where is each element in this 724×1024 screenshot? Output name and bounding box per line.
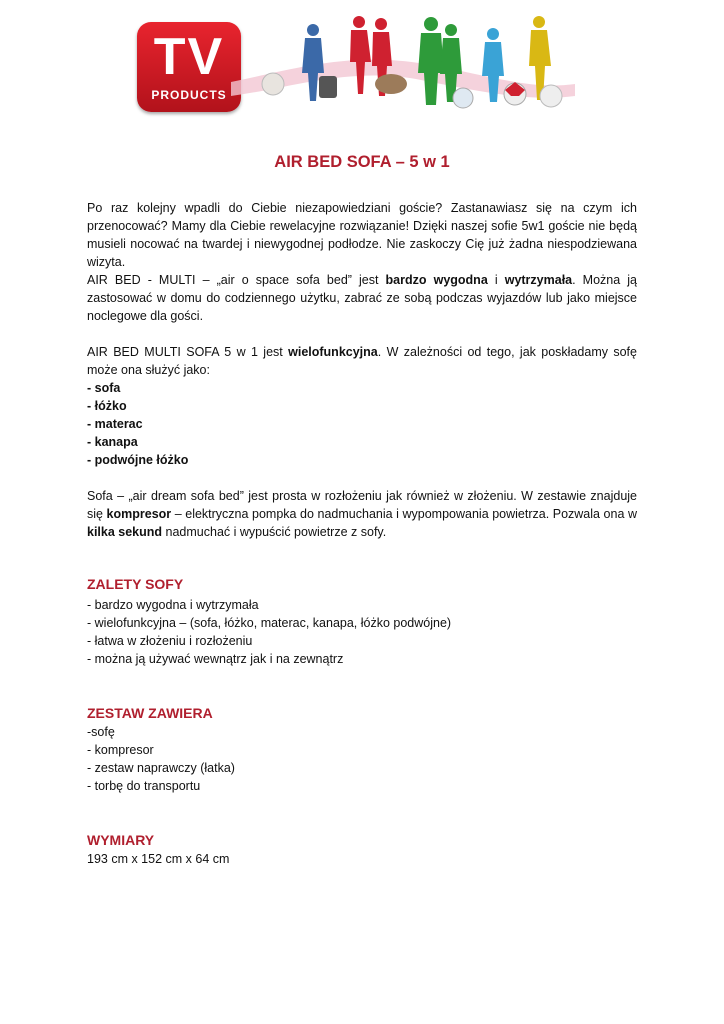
intro-bold-comfortable: bardzo wygodna — [385, 273, 488, 287]
sofa-paragraph — [87, 487, 637, 541]
intro-text: Po raz kolejny wpadli do Ciebie niezapowiedziani goście? Zastanawiasz się na czym ich przenocować? Mamy dla Ciebie rewelacyjne rozwiązanie! Dzięki naszej sofie 5w1 goście nie będą musieli nocować na twardej i niewygodnej podłodze. Nie zaskoczy Cię już żadna niespodziewana wizyta. — [87, 201, 637, 269]
dimensions-heading: WYMIARY — [87, 832, 155, 848]
list-item: - kanapa — [87, 435, 138, 449]
header-banner — [135, 10, 575, 110]
list-item: - materac — [87, 417, 143, 431]
intro-text-c: i — [487, 273, 505, 287]
intro-bold-durable: wytrzymała — [504, 273, 573, 287]
list-item: - łóżko — [87, 399, 127, 413]
list-item: - bardzo wygodna i wytrzymała — [87, 598, 259, 612]
multi-text-c: . W zależności od tego, jak poskładamy sofę może ona służyć jako: — [87, 345, 637, 377]
sofa-bold-compressor: kompresor — [106, 507, 172, 521]
logo-tv-text: TV — [153, 28, 225, 86]
sofa-bold-seconds: kilka sekund — [87, 525, 163, 539]
list-item: - wielofunkcyjna – (sofa, łóżko, materac, kanapa, łóżko podwójne) — [87, 616, 452, 630]
logo-products-text: PRODUCTS — [151, 88, 227, 102]
air-bed-multi-paragraph — [87, 271, 637, 325]
list-item: - łatwa w złożeniu i rozłożeniu — [87, 634, 253, 648]
list-item: - sofa — [87, 381, 121, 395]
intro-paragraph — [87, 199, 637, 271]
sofa-text-d: nadmuchać i wypuścić powietrze z sofy. — [162, 525, 387, 539]
list-item: - torbę do transportu — [87, 779, 201, 793]
multifunction-paragraph — [87, 343, 637, 379]
sofa-text-a: Sofa – „air dream sofa bed” jest prosta w rozłożeniu jak również w złożeniu. W zestawie znajduje się — [87, 489, 637, 521]
intro-text-d: . Można ją zastosować w domu do codziennego użytku, zabrać ze sobą podczas wyjazdów lub jako miejsce noclegowe dla gości. — [87, 273, 637, 323]
set-contents-heading: ZESTAW ZAWIERA — [87, 705, 213, 721]
list-item: - zestaw naprawczy (łatka) — [87, 761, 235, 775]
tv-products-logo — [137, 22, 241, 112]
dimensions-value: 193 cm x 152 cm x 64 cm — [87, 852, 230, 866]
list-item: -sofę — [87, 725, 115, 739]
page-title: AIR BED SOFA – 5 w 1 — [274, 153, 450, 171]
list-item: - podwójne łóżko — [87, 453, 189, 467]
list-item: - kompresor — [87, 743, 154, 757]
advantages-heading: ZALETY SOFY — [87, 576, 184, 592]
multi-text-a: AIR BED MULTI SOFA 5 w 1 jest — [87, 345, 289, 359]
list-item: - można ją używać wewnątrz jak i na zewnątrz — [87, 652, 344, 666]
multi-bold: wielofunkcyjna — [288, 345, 378, 359]
people-products-illustration — [231, 10, 575, 110]
intro-text-a: AIR BED - MULTI – „air o space sofa bed” jest — [87, 273, 386, 287]
sofa-text-c: – elektryczna pompka do nadmuchania i wypompowania powietrza. Pozwala ona w — [171, 507, 637, 521]
